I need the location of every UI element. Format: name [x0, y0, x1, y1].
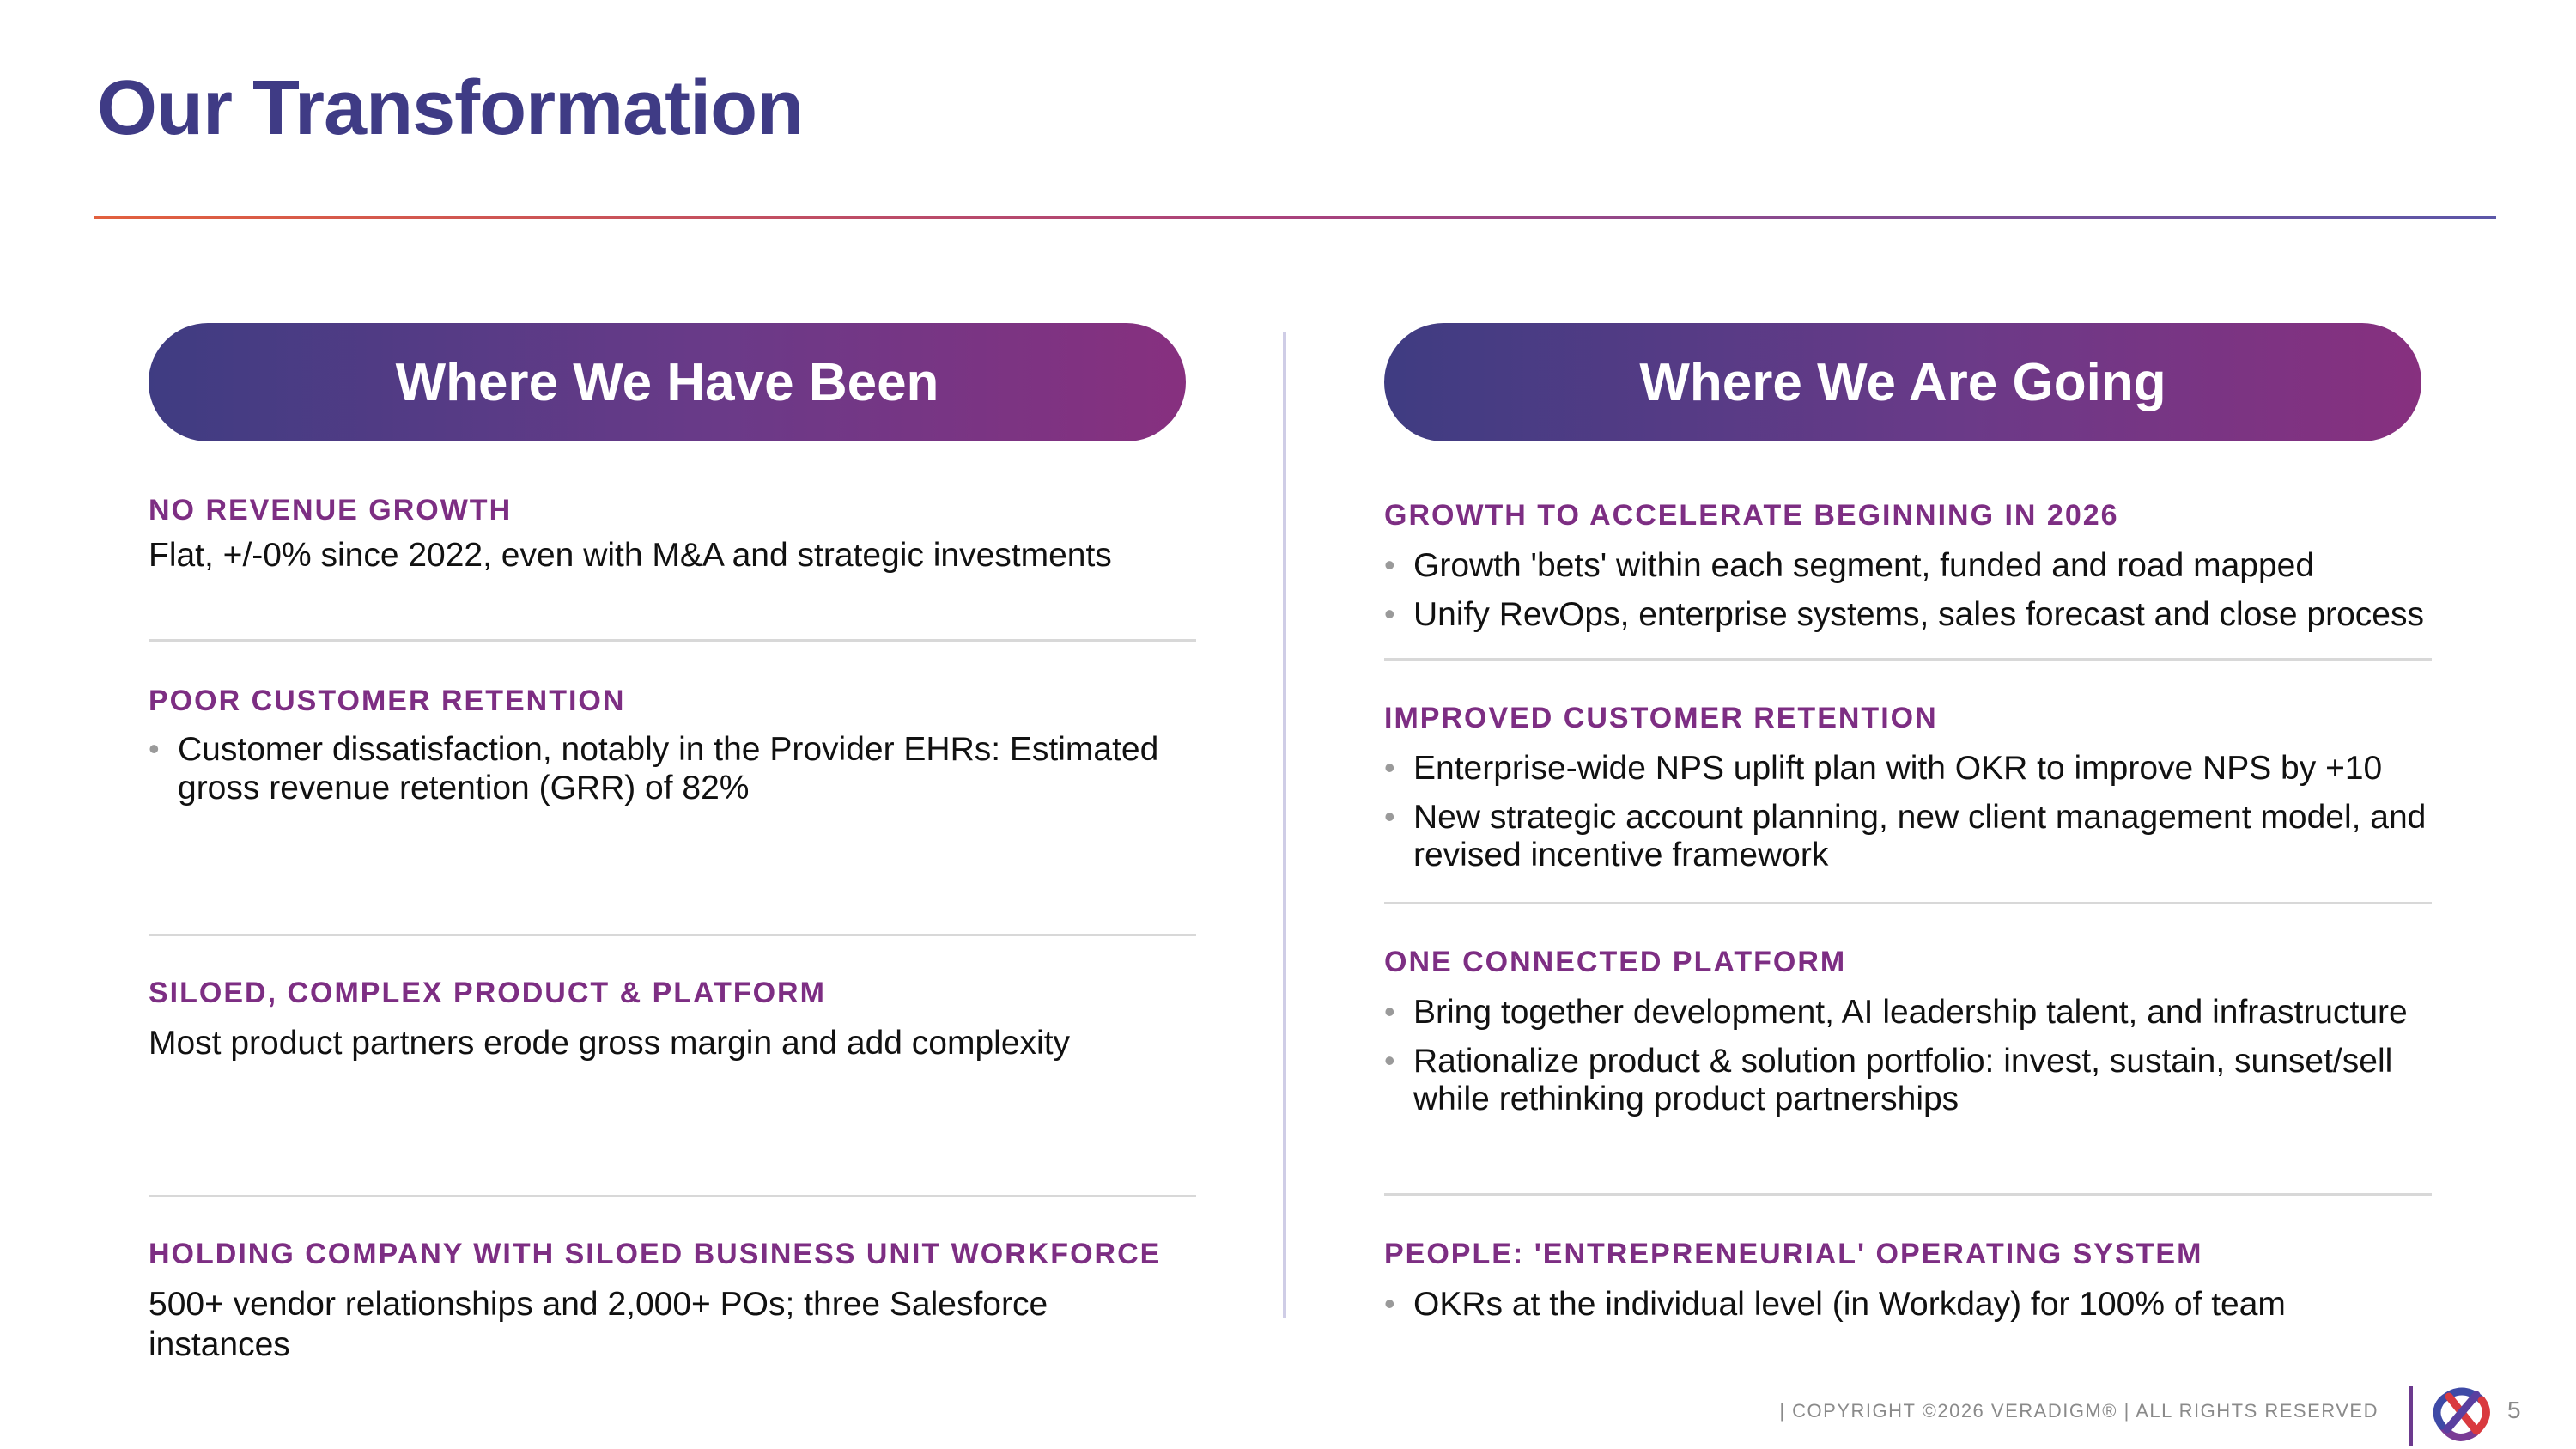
- bullet-icon: •: [1384, 546, 1395, 582]
- section-body: Most product partners erode gross margin and add complexity: [149, 1024, 1071, 1062]
- section-divider: [149, 934, 1196, 936]
- bullet-icon: •: [1384, 595, 1395, 631]
- footer-divider: [2409, 1386, 2413, 1446]
- section-heading: IMPROVED CUSTOMER RETENTION: [1384, 702, 1938, 734]
- bullet-icon: •: [149, 730, 160, 766]
- bullet-list: [149, 731, 1196, 808]
- section-heading: POOR CUSTOMER RETENTION: [149, 685, 626, 717]
- right-section-platform: [1384, 945, 2432, 1129]
- left-section-revenue: [149, 493, 1196, 575]
- section-divider: [149, 639, 1196, 642]
- bullet-list: [1384, 547, 2432, 635]
- section-heading: NO REVENUE GROWTH: [149, 494, 513, 527]
- left-section-platform: [149, 976, 1196, 1063]
- bullet-icon: •: [1384, 749, 1395, 785]
- copyright-text: | COPYRIGHT ©2026 VERADIGM® | ALL RIGHTS RESERVED: [1779, 1400, 2379, 1422]
- right-section-growth: [1384, 498, 2432, 644]
- bullet-icon: •: [1384, 1042, 1395, 1078]
- list-item: • Customer dissatisfaction, notably in the Provider EHRs: Estimated gross revenue retention (GRR) of 82%: [149, 730, 1159, 807]
- right-section-people: [1384, 1237, 2432, 1335]
- section-divider: [149, 1195, 1196, 1197]
- list-item: • New strategic account planning, new client management model, and revised incentive framework: [1384, 798, 2427, 874]
- page-number: 5: [2507, 1397, 2521, 1423]
- section-heading: SILOED, COMPLEX PRODUCT & PLATFORM: [149, 977, 826, 1009]
- section-body: 500+ vendor relationships and 2,000+ POs; three Salesforce instances: [149, 1285, 1048, 1364]
- left-column-header: Where We Have Been: [149, 323, 1186, 441]
- section-divider: [1384, 902, 2432, 904]
- right-section-retention: [1384, 701, 2432, 886]
- bullet-list: [1384, 1286, 2432, 1324]
- title-divider: [94, 216, 2496, 219]
- left-section-workforce: [149, 1237, 1196, 1366]
- bullet-list: [1384, 994, 2432, 1120]
- section-heading: GROWTH TO ACCELERATE BEGINNING IN 2026: [1384, 499, 2119, 532]
- page-title: Our Transformation: [97, 65, 804, 151]
- list-item: • Bring together development, AI leadership talent, and infrastructure: [1384, 993, 2408, 1031]
- bullet-icon: •: [1384, 993, 1395, 1029]
- section-heading: ONE CONNECTED PLATFORM: [1384, 946, 1847, 978]
- section-divider: [1384, 1193, 2432, 1196]
- list-item: • Growth 'bets' within each segment, funded and road mapped: [1384, 546, 2315, 584]
- list-item: • Enterprise-wide NPS uplift plan with OKR to improve NPS by +10: [1384, 749, 2383, 787]
- bullet-list: [1384, 750, 2432, 876]
- list-item: • Rationalize product & solution portfolio: invest, sustain, sunset/sell while rethinking product partnerships: [1384, 1042, 2393, 1118]
- list-item: • Unify RevOps, enterprise systems, sales forecast and close process: [1384, 595, 2424, 633]
- section-divider: [1384, 658, 2432, 661]
- left-section-retention: [149, 684, 1196, 818]
- column-divider: [1283, 332, 1286, 1318]
- veradigm-logo-icon: [2430, 1381, 2494, 1443]
- section-heading: HOLDING COMPANY WITH SILOED BUSINESS UNIT WORKFORCE: [149, 1238, 1162, 1270]
- section-body: Flat, +/-0% since 2022, even with M&A and strategic investments: [149, 536, 1112, 574]
- bullet-icon: •: [1384, 1285, 1395, 1321]
- right-column-header: Where We Are Going: [1384, 323, 2421, 441]
- bullet-icon: •: [1384, 798, 1395, 834]
- list-item: • OKRs at the individual level (in Workday) for 100% of team: [1384, 1285, 2286, 1323]
- section-heading: PEOPLE: 'ENTREPRENEURIAL' OPERATING SYSTEM: [1384, 1238, 2203, 1270]
